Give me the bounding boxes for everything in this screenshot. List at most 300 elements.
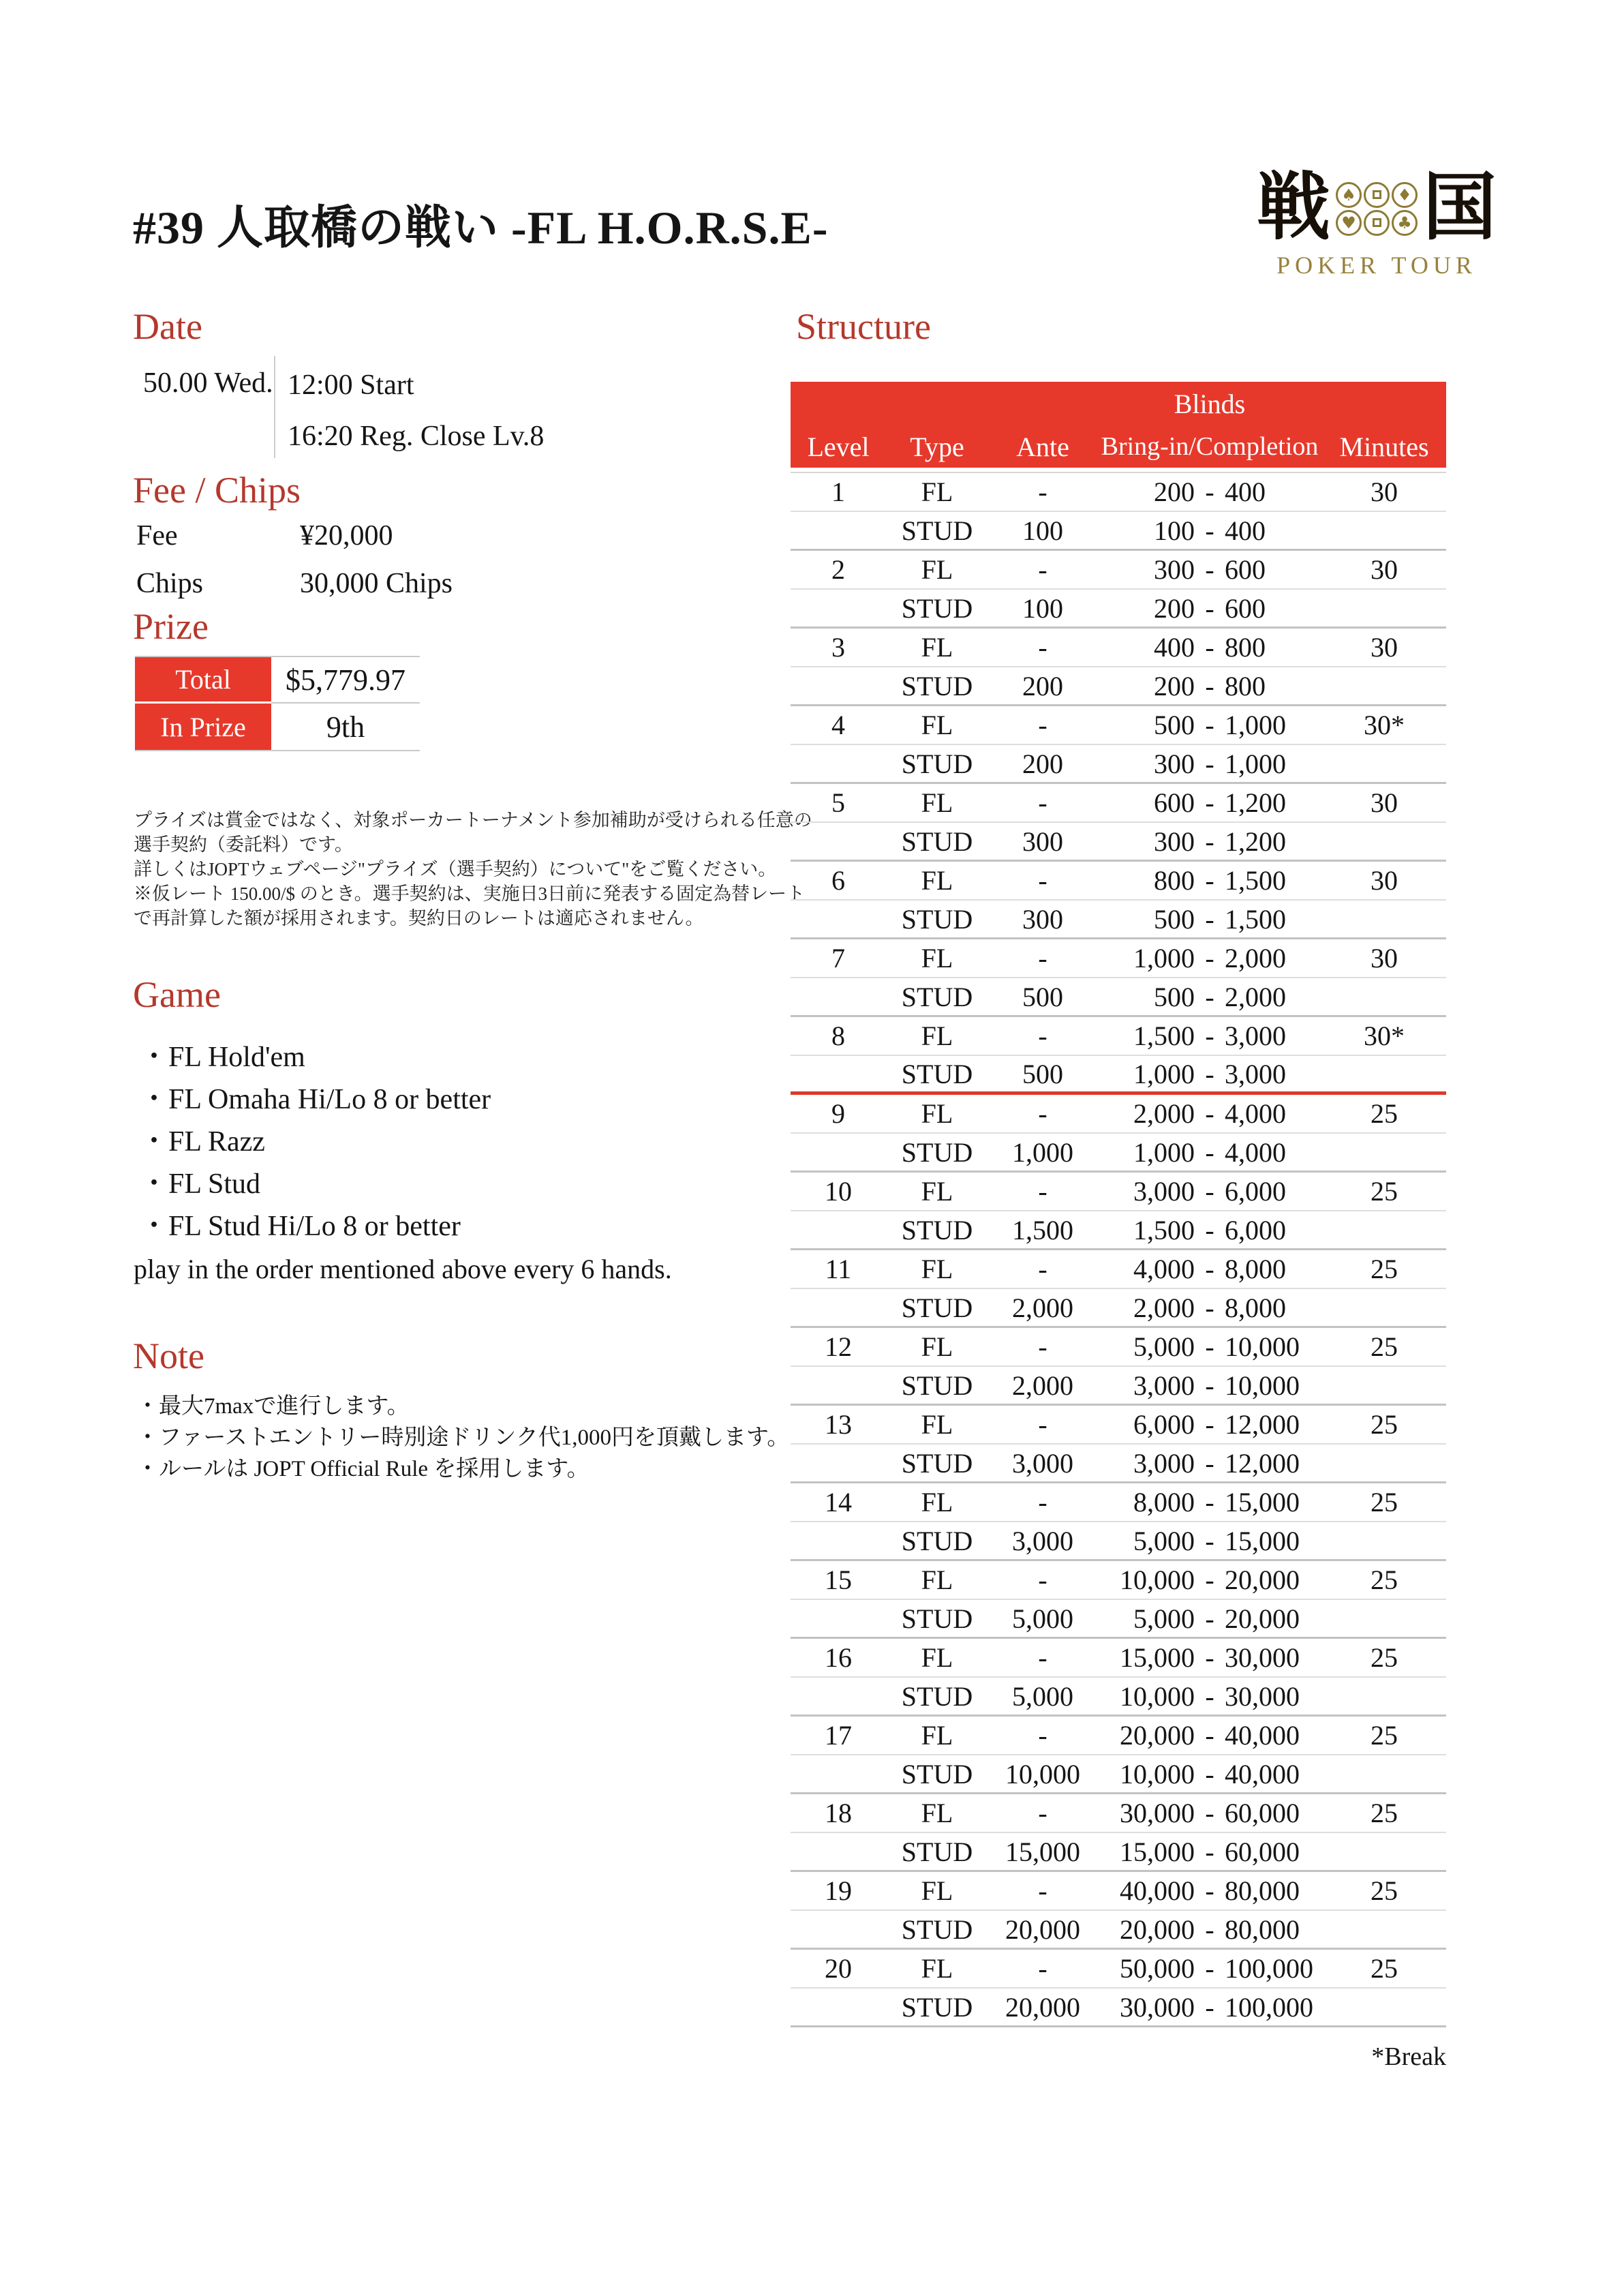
bring-in-value: 50,000 [1120, 1953, 1195, 1984]
structure-row [791, 1600, 1446, 1639]
blinds-cell [1097, 1952, 1322, 1984]
level-cell: 20 [825, 1953, 852, 1984]
minutes-cell: 25 [1371, 1487, 1398, 1517]
blinds-cell [1097, 1058, 1322, 1090]
blinds-cell [1097, 864, 1322, 896]
blinds-cell [1097, 1719, 1322, 1751]
blinds-cell [1097, 1914, 1322, 1946]
type-cell: STUD [901, 592, 973, 624]
completion-value: 40,000 [1225, 1758, 1300, 1789]
level-cell: 14 [825, 1487, 852, 1517]
structure-row [791, 1134, 1446, 1173]
structure-heading: Structure [796, 306, 931, 347]
type-cell: FL [921, 632, 953, 663]
bring-in-value: 3,000 [1133, 1370, 1195, 1401]
ante-cell: - [1038, 1565, 1047, 1595]
structure-row [791, 862, 1446, 901]
structure-row [791, 1445, 1446, 1483]
structure-row [791, 1717, 1446, 1755]
prize-row-label: Total [135, 657, 271, 704]
ante-cell: 200 [1022, 748, 1063, 779]
level-cell: 13 [825, 1409, 852, 1440]
type-cell: STUD [901, 1525, 973, 1556]
fee-chips-rows [136, 519, 613, 615]
level-cell: 18 [825, 1798, 852, 1828]
ante-cell: - [1038, 1331, 1047, 1362]
blinds-dash: - [1205, 865, 1214, 896]
blinds-cell [1097, 1447, 1322, 1479]
blinds-cell [1097, 1331, 1322, 1363]
club-coin-icon: ♣ [1392, 210, 1418, 236]
blinds-cell [1097, 554, 1322, 586]
type-cell: FL [921, 1176, 953, 1207]
blinds-dash: - [1205, 787, 1214, 818]
blinds-dash: - [1205, 1447, 1214, 1479]
bring-in-value: 8,000 [1133, 1487, 1195, 1517]
level-column-header: Level [807, 431, 870, 462]
completion-value: 400 [1225, 515, 1266, 546]
bring-in-value: 600 [1154, 787, 1195, 818]
break-footnote: *Break [1371, 2042, 1446, 2071]
blinds-cell [1097, 1136, 1322, 1168]
fee-chips-heading: Fee / Chips [133, 470, 301, 511]
blinds-cell [1097, 709, 1322, 741]
minutes-cell: 25 [1371, 1409, 1398, 1440]
type-cell: FL [921, 1098, 953, 1129]
logo-kanji-left: 戦 [1256, 168, 1330, 249]
prize-row-value: 9th [326, 710, 365, 744]
structure-row [791, 629, 1446, 667]
blinds-dash: - [1205, 1136, 1214, 1168]
blinds-cell [1097, 1253, 1322, 1285]
bring-in-value: 500 [1154, 903, 1195, 935]
type-cell: STUD [901, 903, 973, 935]
minutes-cell: 25 [1371, 1875, 1398, 1906]
ante-cell: - [1038, 1021, 1047, 1051]
ante-cell: 100 [1022, 515, 1063, 546]
minutes-cell: 30 [1371, 943, 1398, 973]
ante-cell: 10,000 [1005, 1758, 1080, 1789]
completion-value: 30,000 [1225, 1642, 1300, 1673]
blinds-header: Blinds [1174, 388, 1246, 419]
level-cell: 1 [831, 477, 845, 507]
bring-in-value: 400 [1154, 632, 1195, 663]
bring-in-value: 300 [1154, 826, 1195, 857]
completion-value: 2,000 [1225, 943, 1286, 973]
blinds-cell [1097, 1408, 1322, 1440]
disclaimer-line: プライズは賞金ではなく、対象ポーカートーナメント参加補助が受けられる任意の [134, 810, 812, 830]
bring-in-value: 30,000 [1120, 1798, 1195, 1828]
minutes-column-header: Minutes [1339, 431, 1429, 462]
date-schedule-line: 12:00 Start [288, 369, 414, 401]
ante-cell: - [1038, 787, 1047, 818]
logo-coin-grid [1336, 182, 1418, 236]
ante-cell: - [1038, 943, 1047, 973]
type-cell: FL [921, 477, 953, 507]
fee-chips-label: Fee [136, 520, 178, 552]
level-cell: 3 [831, 632, 845, 663]
ante-cell: - [1038, 1254, 1047, 1284]
bring-in-value: 1,000 [1133, 1136, 1195, 1168]
note-item: ・ファーストエントリー時別途ドリンク代1,000円を頂戴します。 [136, 1425, 790, 1450]
structure-row [791, 1755, 1446, 1794]
structure-row [791, 1678, 1446, 1717]
structure-row [791, 784, 1446, 823]
bringin-completion-column-header: Bring-in/Completion [1101, 432, 1319, 461]
type-cell: FL [921, 865, 953, 896]
blinds-cell [1097, 1642, 1322, 1674]
completion-value: 800 [1225, 632, 1266, 663]
blinds-cell [1097, 631, 1322, 663]
completion-value: 600 [1225, 554, 1266, 585]
blinds-dash: - [1205, 1487, 1214, 1517]
type-cell: STUD [901, 748, 973, 779]
prize-disclaimer [134, 808, 836, 931]
structure-row [791, 1289, 1446, 1328]
bring-in-value: 200 [1154, 670, 1195, 701]
completion-value: 1,500 [1225, 903, 1286, 935]
blinds-cell [1097, 1680, 1322, 1712]
bring-in-value: 300 [1154, 554, 1195, 585]
structure-row [791, 667, 1446, 706]
bring-in-value: 4,000 [1133, 1254, 1195, 1284]
completion-value: 1,200 [1225, 826, 1286, 857]
fee-chips-label: Chips [136, 568, 204, 599]
blinds-cell [1097, 1603, 1322, 1635]
ante-column-header: Ante [1016, 431, 1069, 462]
blinds-dash: - [1205, 826, 1214, 857]
prize-row [135, 704, 420, 750]
ante-cell: - [1038, 1409, 1047, 1440]
type-cell: STUD [901, 1136, 973, 1168]
prize-row [135, 657, 420, 704]
blinds-dash: - [1205, 1098, 1214, 1129]
level-cell: 5 [831, 787, 845, 818]
blinds-dash: - [1205, 1331, 1214, 1362]
blinds-cell [1097, 592, 1322, 624]
completion-value: 15,000 [1225, 1487, 1300, 1517]
completion-value: 30,000 [1225, 1680, 1300, 1712]
blinds-cell [1097, 1564, 1322, 1596]
structure-row [791, 1872, 1446, 1911]
blinds-dash: - [1205, 981, 1214, 1012]
structure-row [791, 590, 1446, 629]
ante-cell: 300 [1022, 826, 1063, 857]
bring-in-value: 800 [1154, 865, 1195, 896]
type-column-header: Type [910, 431, 964, 462]
blinds-dash: - [1205, 710, 1214, 740]
minutes-cell: 25 [1371, 1642, 1398, 1673]
structure-row [791, 473, 1446, 512]
structure-table-header [791, 382, 1446, 468]
minutes-cell: 30 [1371, 554, 1398, 585]
bring-in-value: 1,500 [1133, 1021, 1195, 1051]
page-title: #39 人取橋の戦い -FL H.O.R.S.E- [133, 202, 829, 254]
completion-value: 6,000 [1225, 1176, 1286, 1207]
bring-in-value: 10,000 [1120, 1565, 1195, 1595]
bring-in-value: 200 [1154, 477, 1195, 507]
level-cell: 11 [825, 1254, 852, 1284]
blinds-cell [1097, 1098, 1322, 1130]
bring-in-value: 3,000 [1133, 1447, 1195, 1479]
logo-kanji-row [1254, 168, 1499, 249]
completion-value: 1,200 [1225, 787, 1286, 818]
game-heading: Game [133, 974, 221, 1015]
completion-value: 12,000 [1225, 1409, 1300, 1440]
type-cell: STUD [901, 1758, 973, 1789]
completion-value: 10,000 [1225, 1370, 1300, 1401]
level-cell: 19 [825, 1875, 852, 1906]
level-cell: 10 [825, 1176, 852, 1207]
bring-in-value: 2,000 [1133, 1292, 1195, 1323]
blinds-cell [1097, 1991, 1322, 2023]
game-item: ・FL Hold'em [140, 1042, 305, 1073]
ante-cell: - [1038, 1487, 1047, 1517]
completion-value: 400 [1225, 477, 1266, 507]
minutes-cell: 25 [1371, 1098, 1398, 1129]
type-cell: STUD [901, 826, 973, 857]
blinds-cell [1097, 1370, 1322, 1402]
game-item: ・FL Omaha Hi/Lo 8 or better [140, 1084, 491, 1115]
type-cell: FL [921, 1487, 953, 1517]
date-day: 50.00 Wed. [143, 367, 273, 399]
ante-cell: 300 [1022, 903, 1063, 935]
completion-value: 8,000 [1225, 1254, 1286, 1284]
minutes-cell: 30 [1371, 865, 1398, 896]
structure-row [791, 1017, 1446, 1056]
blinds-cell [1097, 670, 1322, 702]
blinds-dash: - [1205, 515, 1214, 546]
structure-row [791, 1522, 1446, 1561]
blinds-cell [1097, 515, 1322, 547]
note-item: ・最大7maxで進行します。 [136, 1394, 410, 1419]
completion-value: 3,000 [1225, 1021, 1286, 1051]
coin-hole [1373, 190, 1381, 199]
bring-in-value: 100 [1154, 515, 1195, 546]
bring-in-value: 2,000 [1133, 1098, 1195, 1129]
blinds-dash: - [1205, 1680, 1214, 1712]
level-cell: 16 [825, 1642, 852, 1673]
completion-value: 1,000 [1225, 710, 1286, 740]
type-cell: STUD [901, 1292, 973, 1323]
level-cell: 4 [831, 710, 845, 740]
game-footer: play in the order mentioned above every 6 hands. [134, 1254, 672, 1284]
completion-value: 12,000 [1225, 1447, 1300, 1479]
blinds-dash: - [1205, 1370, 1214, 1401]
type-cell: FL [921, 1875, 953, 1906]
completion-value: 8,000 [1225, 1292, 1286, 1323]
blinds-dash: - [1205, 1254, 1214, 1284]
type-cell: FL [921, 710, 953, 740]
ante-cell: 2,000 [1012, 1292, 1073, 1323]
date-schedule [288, 360, 544, 462]
completion-value: 60,000 [1225, 1798, 1300, 1828]
bring-in-value: 1,000 [1133, 943, 1195, 973]
bring-in-value: 500 [1154, 710, 1195, 740]
completion-value: 1,000 [1225, 748, 1286, 779]
minutes-cell: 25 [1371, 1331, 1398, 1362]
ante-cell: 1,500 [1012, 1214, 1073, 1245]
ante-cell: - [1038, 1176, 1047, 1207]
ante-cell: - [1038, 865, 1047, 896]
type-cell: STUD [901, 981, 973, 1012]
game-item: ・FL Stud [140, 1168, 260, 1200]
blinds-cell [1097, 1797, 1322, 1829]
blinds-dash: - [1205, 554, 1214, 585]
minutes-cell: 30 [1371, 477, 1398, 507]
blinds-dash: - [1205, 1292, 1214, 1323]
structure-row [791, 1406, 1446, 1445]
minutes-cell: 30* [1364, 1021, 1405, 1051]
structure-row [791, 512, 1446, 551]
ante-cell: 500 [1022, 981, 1063, 1012]
blinds-dash: - [1205, 1836, 1214, 1867]
bring-in-value: 200 [1154, 592, 1195, 624]
completion-value: 4,000 [1225, 1098, 1286, 1129]
type-cell: FL [921, 1798, 953, 1828]
prize-table [135, 656, 420, 751]
completion-value: 4,000 [1225, 1136, 1286, 1168]
ante-cell: - [1038, 1642, 1047, 1673]
type-cell: STUD [901, 1914, 973, 1945]
ante-cell: 20,000 [1005, 1991, 1080, 2023]
blinds-dash: - [1205, 1176, 1214, 1207]
completion-value: 80,000 [1225, 1914, 1300, 1945]
blinds-dash: - [1205, 748, 1214, 779]
bring-in-value: 5,000 [1133, 1603, 1195, 1634]
minutes-cell: 25 [1371, 1565, 1398, 1595]
type-cell: FL [921, 554, 953, 585]
date-schedule-line: 16:20 Reg. Close Lv.8 [288, 421, 545, 452]
structure-row [791, 823, 1446, 862]
structure-row [791, 901, 1446, 939]
minutes-cell: 30 [1371, 787, 1398, 818]
blinds-dash: - [1205, 943, 1214, 973]
blinds-dash: - [1205, 1914, 1214, 1945]
level-cell: 6 [831, 865, 845, 896]
structure-row [791, 1794, 1446, 1833]
type-cell: STUD [901, 1836, 973, 1867]
fee-chips-value: 30,000 Chips [300, 568, 453, 599]
column-header-row [791, 425, 1446, 468]
structure-row [791, 745, 1446, 784]
ante-cell: - [1038, 554, 1047, 585]
disclaimer-line: ※仮レート 150.00/$ のとき。選手契約は、実施日3日前に発表する固定為替レート [134, 883, 806, 904]
ante-cell: 15,000 [1005, 1836, 1080, 1867]
blinds-cell [1097, 1875, 1322, 1907]
date-heading: Date [133, 306, 202, 347]
completion-value: 40,000 [1225, 1720, 1300, 1751]
structure-row [791, 1095, 1446, 1134]
blinds-cell [1097, 942, 1322, 974]
type-cell: FL [921, 1254, 953, 1284]
fee-chips-value: ¥20,000 [300, 520, 393, 552]
disclaimer-line: 選手契約（委託料）です。 [134, 834, 353, 855]
note-list [136, 1391, 789, 1485]
blinds-cell [1097, 1175, 1322, 1207]
blinds-dash: - [1205, 1875, 1214, 1906]
bring-in-value: 20,000 [1120, 1720, 1195, 1751]
completion-value: 20,000 [1225, 1565, 1300, 1595]
event-logo [1254, 168, 1499, 280]
minutes-cell: 30* [1364, 710, 1405, 740]
type-cell: STUD [901, 1058, 973, 1089]
ante-cell: 5,000 [1012, 1603, 1073, 1634]
ante-cell: 1,000 [1012, 1136, 1073, 1168]
disclaimer-line: で再計算した額が採用されます。契約日のレートは適応されません。 [134, 908, 704, 928]
completion-value: 600 [1225, 592, 1266, 624]
ante-cell: 5,000 [1012, 1680, 1073, 1712]
structure-row [791, 706, 1446, 745]
diamond-coin-icon: ♦ [1392, 182, 1418, 208]
blinds-dash: - [1205, 477, 1214, 507]
type-cell: FL [921, 1565, 953, 1595]
blinds-dash: - [1205, 1758, 1214, 1789]
game-list [140, 1036, 491, 1248]
bring-in-value: 1,500 [1133, 1214, 1195, 1245]
ante-cell: - [1038, 1098, 1047, 1129]
ante-cell: 3,000 [1012, 1525, 1073, 1556]
type-cell: FL [921, 1021, 953, 1051]
type-cell: FL [921, 1642, 953, 1673]
blinds-cell [1097, 1020, 1322, 1052]
game-item: ・FL Razz [140, 1126, 265, 1158]
structure-row [791, 978, 1446, 1017]
ante-cell: - [1038, 1720, 1047, 1751]
minutes-cell: 25 [1371, 1176, 1398, 1207]
completion-value: 800 [1225, 670, 1266, 701]
level-cell: 9 [831, 1098, 845, 1129]
completion-value: 6,000 [1225, 1214, 1286, 1245]
bring-in-value: 15,000 [1120, 1836, 1195, 1867]
type-cell: FL [921, 943, 953, 973]
blinds-dash: - [1205, 632, 1214, 663]
blinds-dash: - [1205, 1720, 1214, 1751]
bring-in-value: 30,000 [1120, 1991, 1195, 2023]
blinds-dash: - [1205, 1565, 1214, 1595]
structure-table [791, 382, 1446, 2027]
type-cell: STUD [901, 515, 973, 546]
coin-coin-icon [1364, 210, 1390, 236]
level-cell: 2 [831, 554, 845, 585]
type-cell: FL [921, 1409, 953, 1440]
structure-row [791, 1639, 1446, 1678]
ante-cell: 2,000 [1012, 1370, 1073, 1401]
level-cell: 17 [825, 1720, 852, 1751]
blinds-dash: - [1205, 1642, 1214, 1673]
blinds-cell [1097, 1292, 1322, 1324]
completion-value: 3,000 [1225, 1058, 1286, 1089]
completion-value: 100,000 [1225, 1991, 1313, 2023]
prize-row-value: $5,779.97 [271, 657, 420, 704]
structure-row [791, 1173, 1446, 1211]
blinds-cell [1097, 1486, 1322, 1518]
completion-value: 60,000 [1225, 1836, 1300, 1867]
type-cell: STUD [901, 1991, 973, 2023]
blinds-dash: - [1205, 1991, 1214, 2023]
bring-in-value: 20,000 [1120, 1914, 1195, 1945]
disclaimer-line: 詳しくはJOPTウェブページ"プライズ（選手契約）について"をご覧ください。 [134, 859, 777, 879]
ante-cell: 500 [1022, 1058, 1063, 1089]
bring-in-value: 5,000 [1133, 1525, 1195, 1556]
completion-value: 1,500 [1225, 865, 1286, 896]
structure-row [791, 551, 1446, 590]
type-cell: STUD [901, 670, 973, 701]
structure-row [791, 1911, 1446, 1950]
blinds-dash: - [1205, 1058, 1214, 1089]
structure-table-body [791, 472, 1446, 2027]
blinds-dash: - [1205, 1409, 1214, 1440]
